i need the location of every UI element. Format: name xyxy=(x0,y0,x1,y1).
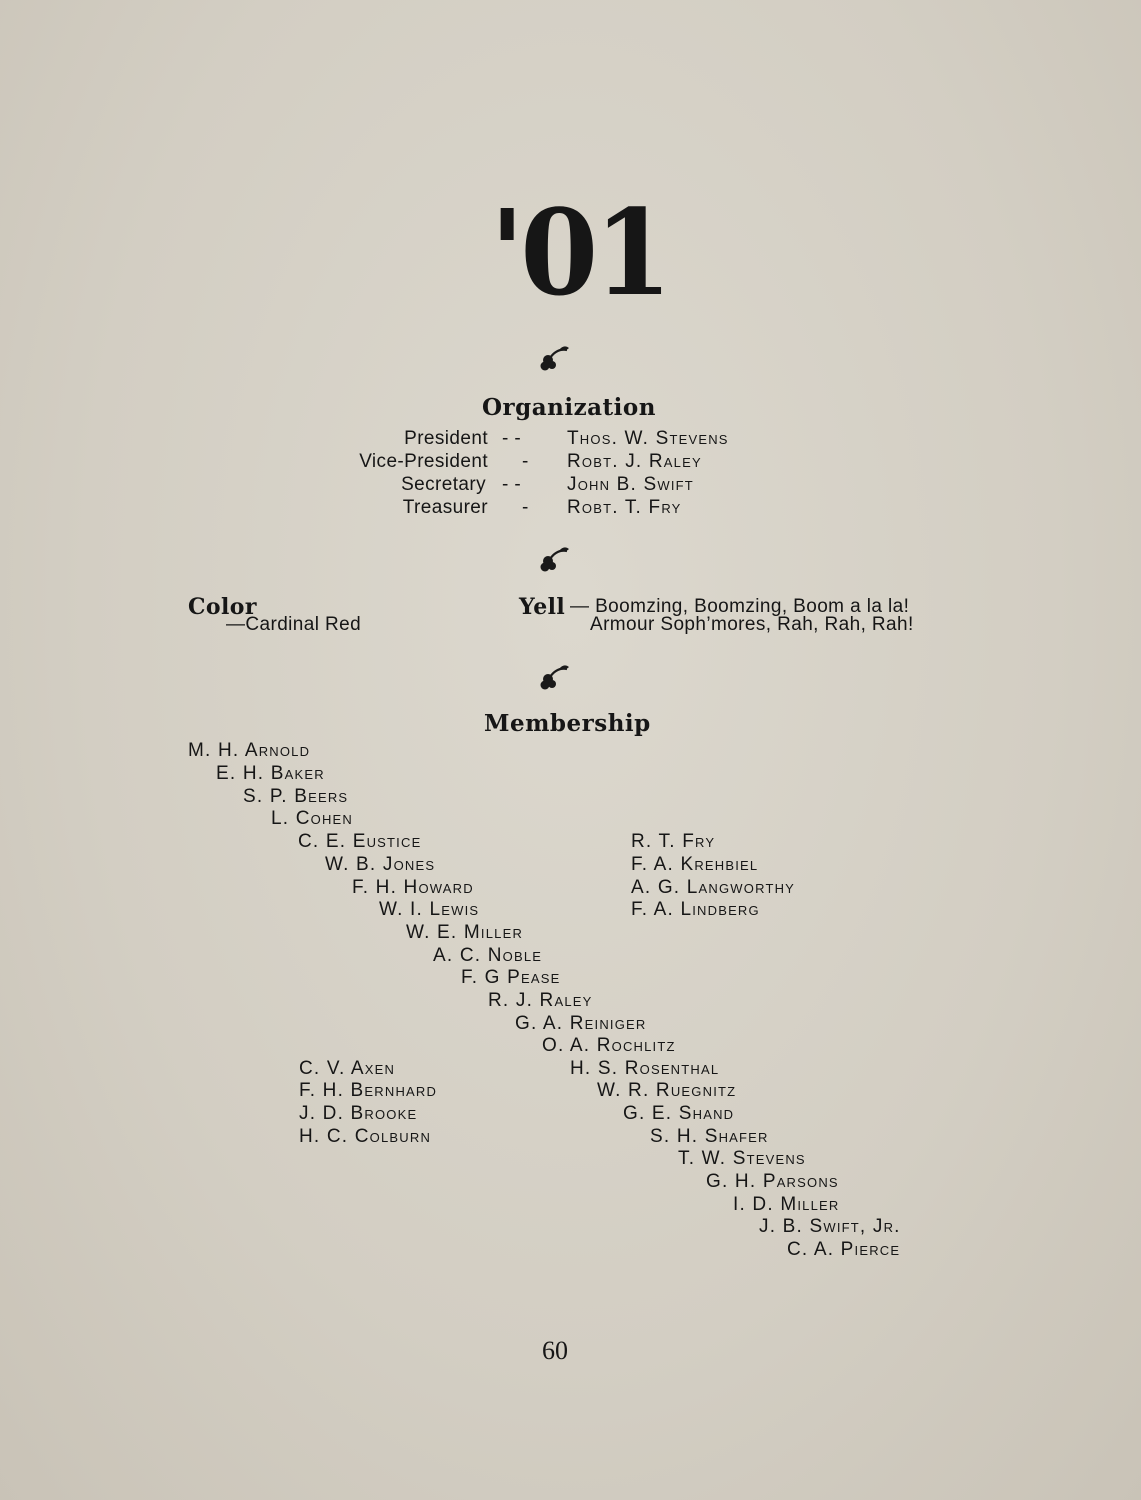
yell-label: Yell xyxy=(519,594,566,620)
member-name: A. G. Langworthy xyxy=(631,877,796,898)
officer-role: Vice-President xyxy=(359,451,488,472)
member-name: R. J. Raley xyxy=(488,990,593,1011)
member-name: R. T. Fry xyxy=(631,831,716,852)
member-name: C. E. Eustice xyxy=(298,831,422,852)
leaf-ornament-icon xyxy=(537,661,573,691)
member-name: F. A. Krehbiel xyxy=(631,854,759,875)
class-year-title: '01 xyxy=(490,184,669,323)
officer-name: Robt. T. Fry xyxy=(567,497,682,518)
officer-dash: - xyxy=(522,497,529,518)
member-name: A. C. Noble xyxy=(433,945,543,966)
member-name: C. V. Axen xyxy=(299,1058,396,1079)
yell-line-1: — Boomzing, Boomzing, Boom a la la! xyxy=(570,596,910,617)
leaf-ornament-icon xyxy=(537,342,573,372)
officer-name: Robt. J. Raley xyxy=(567,451,702,472)
member-name: O. A. Rochlitz xyxy=(542,1035,676,1056)
officer-role: President xyxy=(404,428,488,449)
leaf-ornament-icon xyxy=(537,543,573,573)
officer-role: Secretary xyxy=(401,474,486,495)
member-name: J. B. Swift, Jr. xyxy=(759,1216,901,1237)
officer-dash: - - xyxy=(502,474,522,495)
member-name: T. W. Stevens xyxy=(678,1148,806,1169)
yell-line-2: Armour Soph’mores, Rah, Rah, Rah! xyxy=(590,614,914,635)
member-name: J. D. Brooke xyxy=(299,1103,418,1124)
organization-heading: Organization xyxy=(482,394,656,421)
member-name: F. G Pease xyxy=(461,967,561,988)
member-name: G. E. Shand xyxy=(623,1103,735,1124)
officer-role: Treasurer xyxy=(402,497,488,518)
member-name: G. H. Parsons xyxy=(706,1171,839,1192)
color-value: —Cardinal Red xyxy=(226,614,362,635)
member-name: H. C. Colburn xyxy=(299,1126,432,1147)
officer-dash: - - xyxy=(502,428,522,449)
member-name: H. S. Rosenthal xyxy=(570,1058,720,1079)
member-name: W. E. Miller xyxy=(406,922,524,943)
member-name: C. A. Pierce xyxy=(787,1239,901,1260)
officer-name: John B. Swift xyxy=(567,474,694,495)
member-name: M. H. Arnold xyxy=(188,740,311,761)
member-name: G. A. Reiniger xyxy=(515,1013,647,1034)
color-label: Color xyxy=(188,594,257,620)
member-name: W. B. Jones xyxy=(325,854,436,875)
member-name: W. R. Ruegnitz xyxy=(597,1080,737,1101)
member-name: F. A. Lindberg xyxy=(631,899,760,920)
officer-name: Thos. W. Stevens xyxy=(567,428,729,449)
member-name: S. H. Shafer xyxy=(650,1126,769,1147)
member-name: S. P. Beers xyxy=(243,786,349,807)
officer-dash: - xyxy=(522,451,529,472)
member-name: F. H. Howard xyxy=(352,877,474,898)
member-name: W. I. Lewis xyxy=(379,899,480,920)
member-name: E. H. Baker xyxy=(216,763,325,784)
member-name: F. H. Bernhard xyxy=(299,1080,438,1101)
member-name: L. Cohen xyxy=(271,808,354,829)
page-number: 60 xyxy=(542,1336,568,1365)
member-name: I. D. Miller xyxy=(733,1194,840,1215)
membership-heading: Membership xyxy=(484,710,651,737)
